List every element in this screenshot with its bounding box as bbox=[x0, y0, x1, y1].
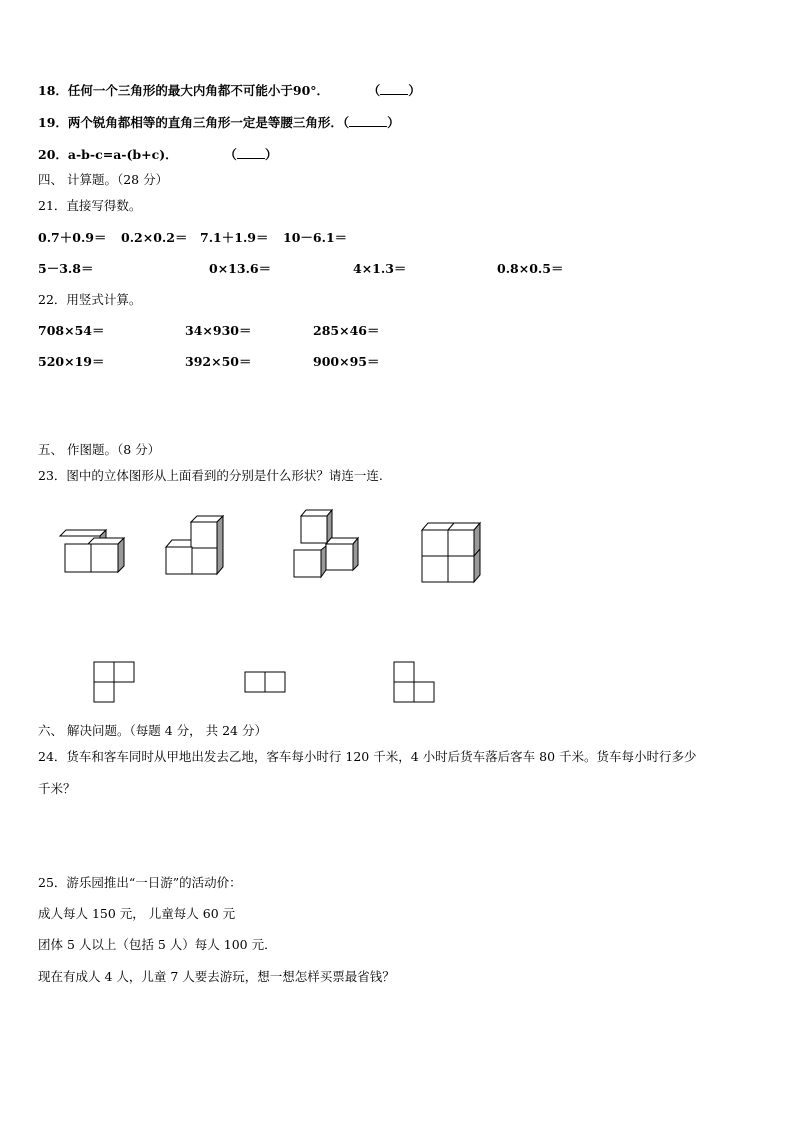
answer-blank-20[interactable] bbox=[237, 146, 265, 159]
solid-figure-4 bbox=[418, 520, 484, 584]
section-4-heading: 四、 计算题。（28 分） bbox=[38, 172, 169, 187]
answer-paren-close: ） bbox=[408, 83, 421, 98]
vertical-calc-item: 285×46＝ bbox=[313, 323, 380, 338]
question-20-text: 20．a-b-c=a-(b+c)． bbox=[38, 147, 178, 162]
answer-paren-close: ） bbox=[387, 115, 400, 130]
vertical-calc-item: 708×54＝ bbox=[38, 323, 105, 338]
vertical-calc-item: 34×930＝ bbox=[185, 323, 252, 338]
answer-blank-19[interactable] bbox=[349, 114, 387, 127]
calc-item: 7.1＋1.9＝ bbox=[200, 230, 269, 245]
answer-paren-open: （ bbox=[367, 83, 381, 98]
top-view-shape-two-squares[interactable] bbox=[244, 671, 288, 695]
question-20 bbox=[38, 146, 277, 163]
calc-item: 4×1.3＝ bbox=[353, 261, 407, 276]
question-22-title: 22．用竖式计算。 bbox=[38, 292, 142, 307]
solid-figure-1 bbox=[60, 528, 130, 578]
vertical-calc-item: 900×95＝ bbox=[313, 354, 380, 369]
question-25-line-2: 成人每人 150 元， 儿童每人 60 元 bbox=[38, 906, 236, 921]
answer-blank-18[interactable] bbox=[380, 82, 408, 95]
answer-paren-open: （ bbox=[342, 115, 350, 130]
top-view-shape-l[interactable] bbox=[93, 661, 137, 705]
top-view-shape-reverse-l[interactable] bbox=[393, 661, 437, 705]
calc-item: 0×13.6＝ bbox=[209, 261, 272, 276]
calc-item: 0.2×0.2＝ bbox=[121, 230, 188, 245]
question-19 bbox=[38, 114, 400, 131]
section-6-heading: 六、 解决问题。（每题 4 分， 共 24 分） bbox=[38, 723, 267, 738]
question-18-text: 18．任何一个三角形的最大内角都不可能小于90°． bbox=[38, 83, 330, 98]
calc-item: 10－6.1＝ bbox=[283, 230, 348, 245]
calc-item: 5－3.8＝ bbox=[38, 261, 94, 276]
solid-figure-3 bbox=[290, 508, 364, 580]
calc-item: 0.8×0.5＝ bbox=[497, 261, 564, 276]
answer-paren-close: ） bbox=[264, 147, 278, 162]
vertical-calc-item: 520×19＝ bbox=[38, 354, 105, 369]
question-23-title: 23．图中的立体图形从上面看到的分别是什么形状？请连一连. bbox=[38, 468, 383, 483]
question-24-line-2: 千米？ bbox=[38, 781, 76, 796]
question-25-line-3: 团体 5 人以上（包括 5 人）每人 100 元． bbox=[38, 937, 277, 952]
question-18 bbox=[38, 82, 421, 99]
answer-paren-open: （ bbox=[224, 147, 237, 162]
vertical-calc-item: 392×50＝ bbox=[185, 354, 252, 369]
question-25-line-1: 25．游乐园推出“一日游”的活动价： bbox=[38, 875, 242, 890]
section-5-heading: 五、 作图题。（8 分） bbox=[38, 442, 161, 457]
question-19-text: 19．两个锐角都相等的直角三角形一定是等腰三角形． bbox=[38, 115, 343, 130]
question-21-title: 21．直接写得数。 bbox=[38, 198, 142, 213]
question-24-line-1: 24．货车和客车同时从甲地出发去乙地，客车每小时行 120 千米，4 小时后货车落后客车 80 千米。货车每小时行多少 bbox=[38, 749, 697, 764]
question-25-line-4: 现在有成人 4 人，儿童 7 人要去游玩，想一想怎样买票最省钱？ bbox=[38, 969, 395, 984]
calc-item: 0.7＋0.9＝ bbox=[38, 230, 107, 245]
solid-figure-2 bbox=[164, 513, 234, 579]
